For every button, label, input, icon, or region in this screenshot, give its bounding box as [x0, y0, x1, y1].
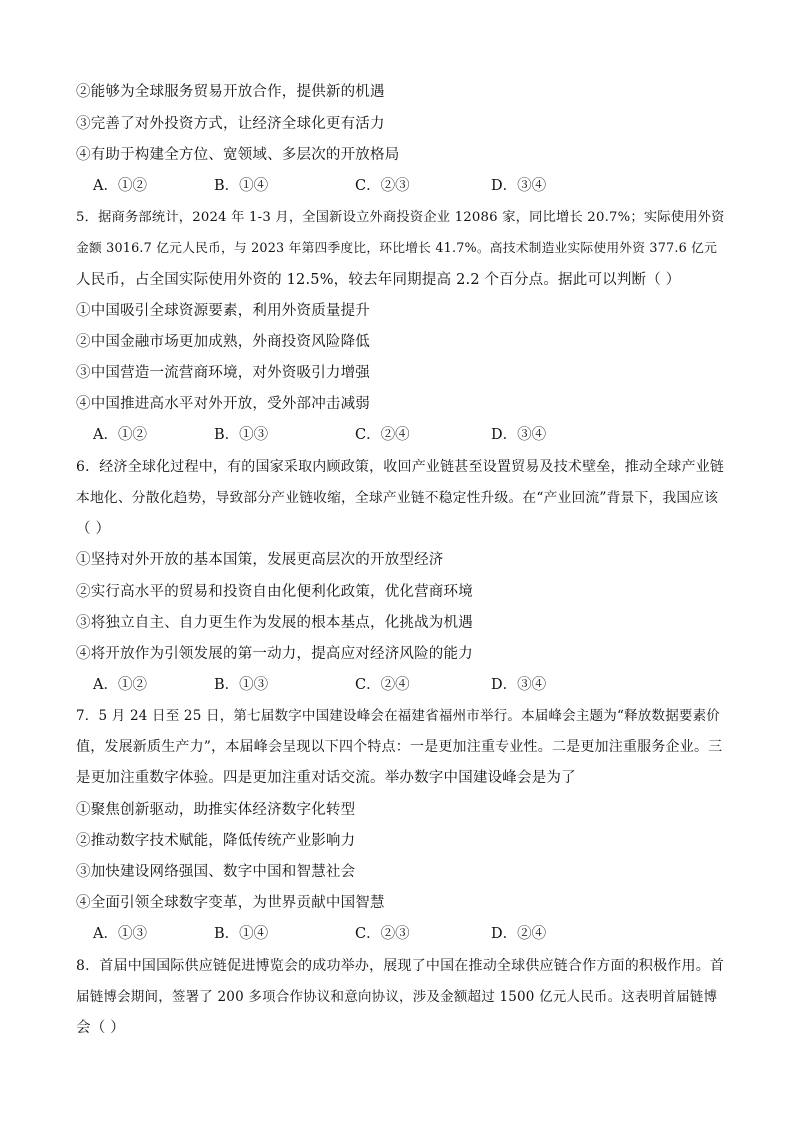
q7-options: [93, 924, 693, 944]
q7-stem-line-1: 7．5 月 24 日至 25 日，第七届数字中国建设峰会在福建省福州市举行。本届峰会主题为“释放数据要素价: [76, 708, 720, 724]
q7-option-c: C．②③: [355, 926, 410, 942]
q5-option-d: D．③④: [491, 427, 547, 443]
q5-item-3: ③中国营造一流营商环境，对外资吸引力增强: [76, 365, 370, 381]
q5-stem-line-1: 5．据商务部统计，2024 年 1-3 月，全国新设立外商投资企业 12086 家，同比增长 20.7%；实际使用外资: [76, 210, 725, 225]
q7-option-a: A．①③: [93, 926, 147, 942]
q5-item-1: ①中国吸引全球资源要素，利用外资质量提升: [76, 303, 370, 319]
q6-stem-line-3: （ ）: [76, 521, 111, 537]
q5-item-2: ②中国金融市场更加成熟，外商投资风险降低: [76, 334, 370, 350]
q6-options: [93, 675, 693, 695]
q7-stem-line-2: 值，发展新质生产力”，本届峰会呈现以下四个特点：一是更加注重专业性。二是更加注重服务企业。三: [76, 739, 723, 755]
q6-item-1: ①坚持对外开放的基本国策，发展更高层次的开放型经济: [76, 552, 444, 568]
q5-option-a: A．①②: [93, 427, 147, 443]
q7-item-3: ③加快建设网络强国、数字中国和智慧社会: [76, 864, 356, 880]
q6-stem-line-2: 本地化、分散化趋势，导致部分产业链收缩，全球产业链不稳定性升级。在“产业回流”背景下，我国应该: [76, 490, 719, 506]
q5-option-b: B．①③: [214, 427, 269, 443]
q5-option-c: C．②④: [355, 427, 410, 443]
q8-stem-line-1: 8．首届中国国际供应链促进博览会的成功举办，展现了中国在推动全球供应链合作方面的积极作用。首: [76, 958, 725, 974]
q7-item-2: ②推动数字技术赋能，降低传统产业影响力: [76, 833, 356, 849]
q7-option-d: D．②④: [491, 926, 547, 942]
q4-option-d: D．③④: [491, 178, 547, 194]
q5-item-4: ④中国推进高水平对外开放，受外部冲击减弱: [76, 396, 370, 412]
q6-item-4: ④将开放作为引领发展的第一动力，提高应对经济风险的能力: [76, 646, 473, 662]
q5-stem-line-2: 金额 3016.7 亿元人民币，与 2023 年第四季度比，环比增长 41.7%。高技术制造业实际使用外资 377.6 亿元: [76, 241, 718, 256]
q6-option-a: A．①②: [93, 677, 147, 693]
q4-item-4: ④有助于构建全方位、宽领域、多层次的开放格局: [76, 147, 400, 163]
q6-item-2: ②实行高水平的贸易和投资自由化便利化政策，优化营商环境: [76, 584, 473, 600]
q6-item-3: ③将独立自主、自力更生作为发展的根本基点，化挑战为机遇: [76, 615, 473, 631]
q4-option-b: B．①④: [214, 178, 269, 194]
q4-option-a: A．①②: [93, 178, 147, 194]
q4-item-3: ③完善了对外投资方式，让经济全球化更有活力: [76, 116, 385, 132]
q4-item-2: ②能够为全球服务贸易开放合作，提供新的机遇: [76, 84, 385, 100]
q6-option-b: B．①③: [214, 677, 269, 693]
q7-option-b: B．①④: [214, 926, 269, 942]
q5-stem-line-3: 人民币，占全国实际使用外资的 12.5%，较去年同期提高 2.2 个百分点。据此可以判断（ ）: [76, 272, 681, 288]
q4-options: [93, 176, 693, 196]
q7-stem-line-3: 是更加注重数字体验。四是更加注重对话交流。举办数字中国建设峰会是为了: [76, 770, 576, 786]
q4-option-c: C．②③: [355, 178, 410, 194]
q5-options: [93, 425, 693, 445]
q6-option-d: D．③④: [491, 677, 547, 693]
q8-stem-line-3: 会（ ）: [76, 1020, 125, 1036]
q7-item-4: ④全面引领全球数字变革，为世界贡献中国智慧: [76, 895, 385, 911]
q6-option-c: C．②④: [355, 677, 410, 693]
q7-item-1: ①聚焦创新驱动，助推实体经济数字化转型: [76, 802, 356, 818]
q8-stem-line-2: 届链博会期间，签署了 200 多项合作协议和意向协议，涉及金额超过 1500 亿元人民币。这表明首届链博: [76, 989, 718, 1005]
q6-stem-line-1: 6．经济全球化过程中，有的国家采取内顾政策，收回产业链甚至设置贸易及技术壁垒，推动全球产业链: [76, 459, 725, 475]
